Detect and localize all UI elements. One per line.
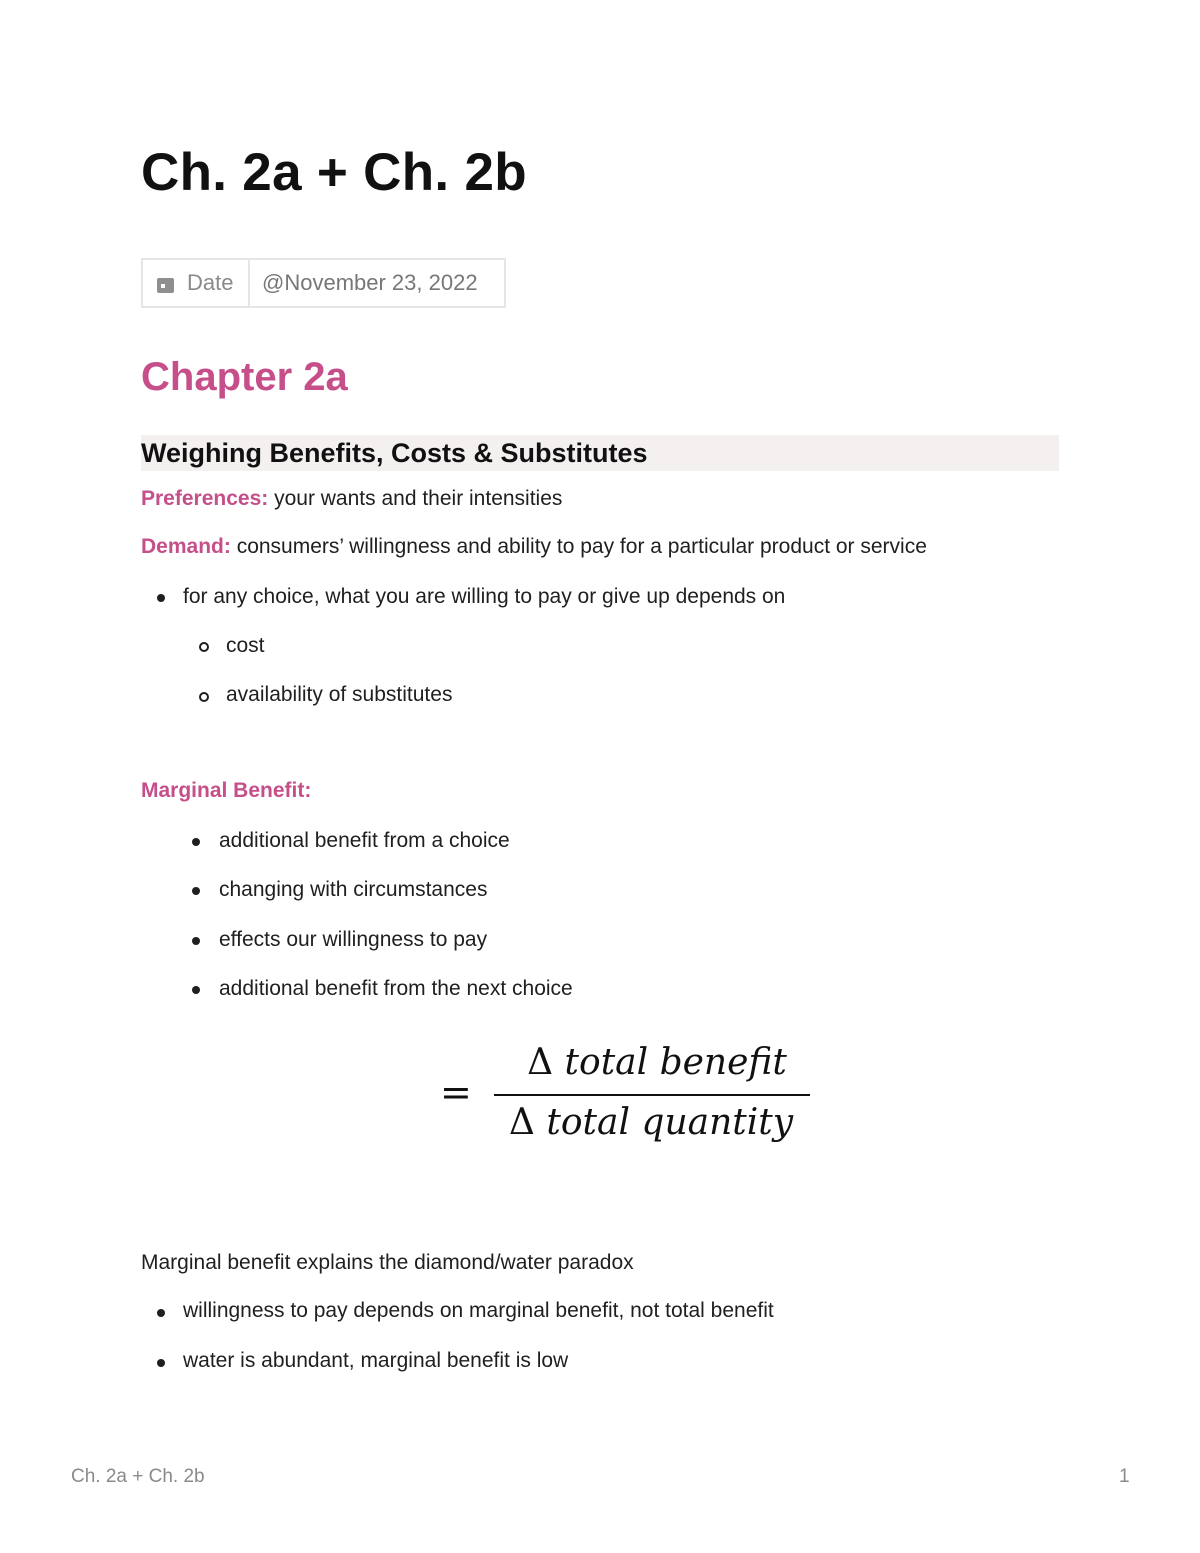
preferences-term: Preferences: [141, 487, 269, 510]
list-item: for any choice, what you are willing to pay or give up depends on [183, 585, 786, 608]
demand-text: consumers’ willingness and ability to pay for a particular product or service [230, 535, 927, 558]
bullet-ring-icon [199, 642, 209, 652]
paradox-intro: Marginal benefit explains the diamond/water paradox [141, 1251, 634, 1274]
denominator-text: total quantity [546, 1102, 794, 1143]
numerator-text: total benefit [564, 1042, 787, 1083]
equation-numerator [502, 1042, 812, 1083]
bullet-dot-icon [157, 1309, 165, 1317]
date-property-row [141, 258, 506, 308]
marginal-benefit-equation [440, 1040, 820, 1150]
preferences-text: your wants and their intensities [268, 487, 563, 510]
marginal-benefit-term: Marginal Benefit: [141, 779, 312, 802]
chapter-heading: Chapter 2a [141, 355, 348, 399]
demand-definition [141, 534, 927, 560]
date-property-value[interactable]: @November 23, 2022 [262, 270, 478, 295]
list-item: additional benefit from a choice [219, 829, 510, 852]
fraction-bar [494, 1094, 810, 1096]
bullet-dot-icon [192, 986, 200, 994]
demand-term: Demand: [141, 535, 231, 558]
list-item: additional benefit from the next choice [219, 977, 573, 1000]
section-heading: Weighing Benefits, Costs & Substitutes [141, 435, 1059, 471]
equation-denominator [490, 1102, 812, 1143]
list-item: changing with circumstances [219, 878, 488, 901]
list-item: availability of substitutes [226, 683, 453, 706]
calendar-icon [157, 278, 174, 293]
date-property-label: Date [187, 270, 234, 295]
delta-symbol: Δ [508, 1102, 535, 1143]
page-title: Ch. 2a + Ch. 2b [141, 143, 527, 202]
list-item: effects our willingness to pay [219, 928, 488, 951]
equals-sign: = [440, 1070, 472, 1114]
date-property-name [143, 260, 250, 306]
bullet-dot-icon [157, 594, 165, 602]
delta-symbol: Δ [527, 1042, 554, 1083]
list-item: cost [226, 634, 265, 657]
bullet-ring-icon [199, 692, 209, 702]
list-item: water is abundant, marginal benefit is low [183, 1349, 569, 1372]
bullet-dot-icon [157, 1359, 165, 1367]
page-number: 1 [1119, 1466, 1130, 1487]
bullet-dot-icon [192, 838, 200, 846]
bullet-dot-icon [192, 937, 200, 945]
footer-title: Ch. 2a + Ch. 2b [71, 1466, 205, 1487]
bullet-dot-icon [192, 887, 200, 895]
list-item: willingness to pay depends on marginal benefit, not total benefit [183, 1299, 774, 1322]
preferences-definition [141, 486, 562, 512]
